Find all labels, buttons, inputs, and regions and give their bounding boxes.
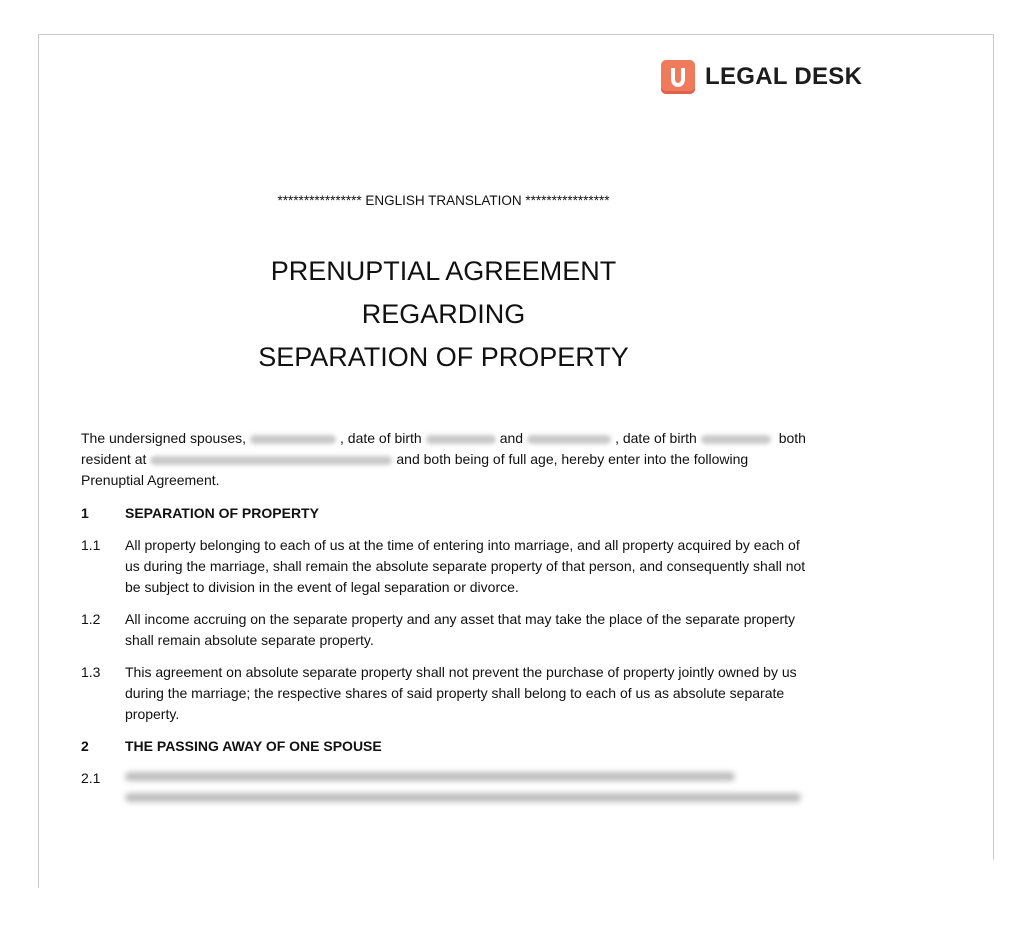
translation-banner: **************** ENGLISH TRANSLATION **************** — [277, 193, 610, 208]
clause — [81, 535, 811, 598]
section-number: 2 — [81, 738, 89, 754]
redacted-name — [527, 435, 611, 444]
title-line: REGARDING — [361, 299, 526, 329]
blurred-line — [125, 793, 801, 802]
clause-number: 1.2 — [81, 611, 101, 627]
section-heading — [81, 503, 811, 524]
clause-text: This agreement on absolute separate property shall not prevent the purchase of property jointly owned by us during the marriage; the respective shares of said property shall belong to each of us as absolute separate property. — [125, 664, 797, 722]
redacted-date — [426, 435, 496, 444]
document-title — [81, 250, 806, 379]
section-heading — [81, 736, 811, 757]
brand-name: LEGAL DESK — [705, 63, 863, 90]
redacted-address — [150, 456, 392, 465]
section-title: SEPARATION OF PROPERTY — [125, 505, 319, 521]
intro-text: , date of birth — [340, 430, 422, 446]
redacted-name — [250, 435, 336, 444]
clause — [81, 662, 811, 725]
redacted-date — [701, 435, 771, 444]
clause — [81, 768, 811, 814]
blurred-clause-text — [125, 768, 811, 814]
intro-text: and both being of full age, hereby enter into the following Prenuptial Agreement. — [81, 451, 749, 488]
clause-number: 1.3 — [81, 664, 101, 680]
intro-text: , date of birth — [615, 430, 697, 446]
intro-text: and — [499, 430, 524, 446]
legal-desk-logo-icon — [661, 60, 695, 94]
section-title: THE PASSING AWAY OF ONE SPOUSE — [125, 738, 382, 754]
clause-number: 2.1 — [81, 770, 101, 786]
clause — [81, 609, 811, 651]
title-line: PRENUPTIAL AGREEMENT — [270, 256, 617, 286]
section-number: 1 — [81, 505, 89, 521]
title-line: SEPARATION OF PROPERTY — [258, 342, 629, 372]
brand-logo — [661, 60, 862, 94]
clause-number: 1.1 — [81, 537, 101, 553]
clause-text: All income accruing on the separate property and any asset that may take the place of the separate property shall remain absolute separate property. — [125, 611, 796, 648]
document-body — [81, 428, 811, 825]
intro-text: The undersigned spouses, — [81, 430, 246, 446]
intro-text: both resident at — [81, 430, 806, 467]
clause-text: All property belonging to each of us at the time of entering into marriage, and all property acquired by each of us during the marriage, shall remain the absolute separate property of that person, and consequently shall not be subject to division in the event of legal separation or divorce. — [125, 537, 806, 595]
intro-paragraph — [81, 428, 811, 491]
blurred-line — [125, 772, 735, 781]
